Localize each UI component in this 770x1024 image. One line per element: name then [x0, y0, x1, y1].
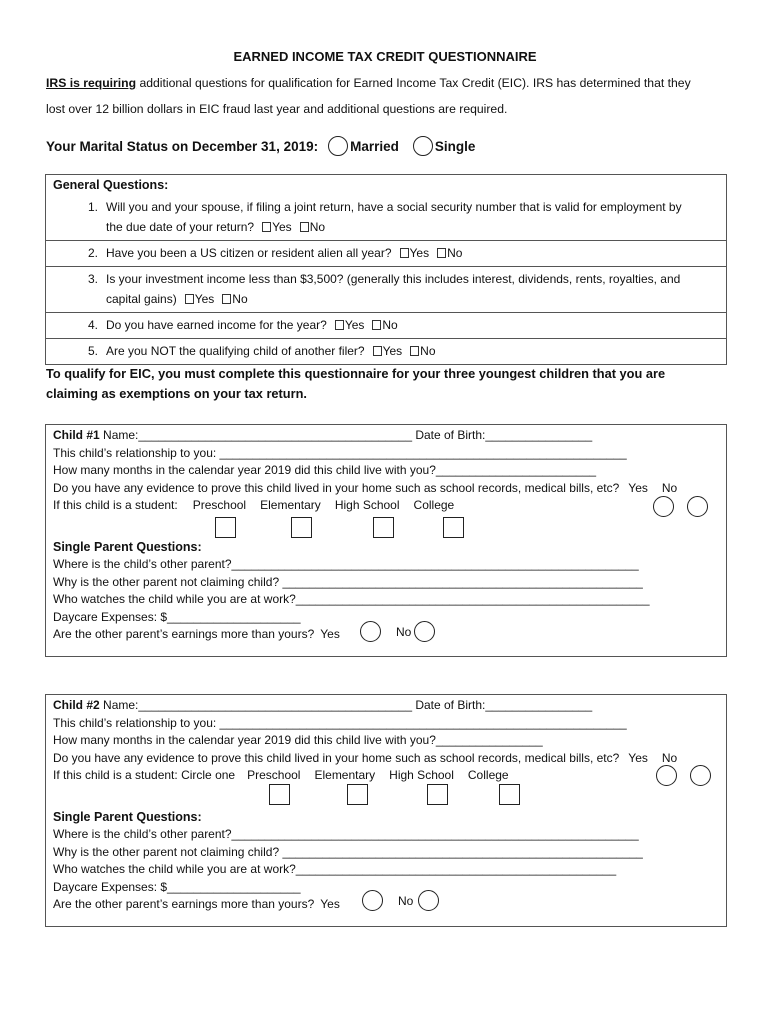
general-question-1	[46, 195, 726, 240]
q3-yes-checkbox[interactable]	[185, 294, 194, 304]
yes-label: Yes	[344, 318, 365, 332]
child-2-evidence-question: Do you have any evidence to prove this child lived in your home such as school records, medical bills, etc?	[53, 750, 620, 765]
child-1-evidence-yes-radio[interactable]	[653, 496, 674, 517]
no-label: No	[420, 344, 436, 358]
child-2-earnings-question: Are the other parent’s earnings more than yours?	[53, 897, 315, 911]
child-1-evidence-no-label: No	[661, 480, 678, 495]
intro-text-2: lost over 12 billion dollars in EIC fraud last year and additional questions are required.	[46, 102, 508, 116]
child-2-why-field[interactable]: Why is the other parent not claiming child? ______________________________________________________	[53, 844, 643, 859]
child-1-student-label: If this child is a student:	[53, 498, 178, 512]
qualify-instructions	[46, 364, 726, 404]
question-number: 1.	[87, 200, 98, 214]
child-2-preschool-checkbox[interactable]	[269, 784, 290, 805]
student-highschool-label: High School	[334, 498, 400, 512]
q4-yes-checkbox[interactable]	[335, 320, 344, 330]
child-1-months-field[interactable]: How many months in the calendar year 2019 did this child live with you?________________________	[53, 463, 597, 477]
student-elementary-label: Elementary	[260, 498, 321, 512]
child-2-elementary-checkbox[interactable]	[347, 784, 368, 805]
q2-yes-checkbox[interactable]	[400, 248, 409, 258]
question-5-text: Are you NOT the qualifying child of another filer?	[106, 344, 365, 358]
child-1-evidence-yes-label: Yes	[628, 480, 648, 495]
student-college-label: College	[467, 768, 509, 782]
q5-no-checkbox[interactable]	[410, 346, 419, 356]
child-2-earnings-no-label: No	[398, 894, 414, 908]
general-question-2	[46, 240, 726, 266]
no-label: No	[382, 318, 398, 332]
child-2-evidence-yes-label: Yes	[628, 750, 648, 765]
general-questions-heading: General Questions:	[53, 178, 169, 192]
child-2-other-parent-field[interactable]: Where is the child’s other parent?_____________________________________________________________	[53, 827, 639, 841]
child-1-earnings-no-radio[interactable]	[414, 621, 435, 642]
marital-label: Your Marital Status on December 31, 2019:	[46, 138, 319, 154]
child-1-preschool-checkbox[interactable]	[215, 517, 236, 538]
q5-yes-checkbox[interactable]	[373, 346, 382, 356]
intro-lead: IRS is requiring	[46, 76, 137, 90]
question-3-text: Is your investment income less than $3,500? (generally this includes interest, dividends, rents, royalties, and	[106, 272, 681, 286]
general-question-3	[46, 266, 726, 312]
child-1-elementary-checkbox[interactable]	[291, 517, 312, 538]
q1-yes-checkbox[interactable]	[262, 222, 271, 232]
child-2-name-field[interactable]: Name:_________________________________________ Date of Birth:________________	[99, 698, 593, 712]
qualify-line-1: To qualify for EIC, you must complete this questionnaire for your three youngest children that you are	[46, 366, 666, 381]
yes-label: Yes	[409, 246, 430, 260]
child-2-relationship-field[interactable]: This child’s relationship to you: _____________________________________________________________	[53, 715, 627, 730]
child-1-daycare-field[interactable]: Daycare Expenses: $____________________	[53, 609, 301, 624]
question-2-text: Have you been a US citizen or resident alien all year?	[106, 246, 392, 260]
question-number: 3.	[87, 272, 98, 286]
no-label: No	[232, 292, 248, 306]
intro-text-1: additional questions for qualification for Earned Income Tax Credit (EIC). IRS has determined that they	[136, 76, 691, 90]
child-1-relationship-field[interactable]: This child’s relationship to you: _____________________________________________________________	[53, 445, 627, 460]
child-2-earnings-no-radio[interactable]	[418, 890, 439, 911]
single-label: Single	[434, 138, 476, 154]
child-1-other-parent-field[interactable]: Where is the child’s other parent?_____________________________________________________________	[53, 557, 639, 571]
child-2-earnings-yes-label: Yes	[320, 897, 340, 911]
q2-no-checkbox[interactable]	[437, 248, 446, 258]
marital-status	[46, 136, 475, 156]
child-2-evidence-no-label: No	[661, 750, 678, 765]
child-2-daycare-field[interactable]: Daycare Expenses: $____________________	[53, 879, 301, 894]
general-question-4	[46, 312, 726, 338]
child-1-college-checkbox[interactable]	[443, 517, 464, 538]
intro-text	[46, 70, 736, 122]
child-1-evidence-no-radio[interactable]	[687, 496, 708, 517]
child-1-evidence-question: Do you have any evidence to prove this child lived in your home such as school records, medical bills, etc?	[53, 480, 620, 495]
no-label: No	[309, 220, 326, 234]
yes-label: Yes	[194, 292, 215, 306]
child-1-highschool-checkbox[interactable]	[373, 517, 394, 538]
child-2-highschool-checkbox[interactable]	[427, 784, 448, 805]
child-2-single-parent-heading: Single Parent Questions:	[53, 809, 202, 824]
no-label: No	[447, 246, 463, 260]
child-2-section	[45, 694, 727, 927]
question-number: 4.	[87, 318, 98, 332]
question-3-text-b: capital gains)	[106, 292, 177, 306]
child-2-watches-field[interactable]: Who watches the child while you are at work?________________________________________________	[53, 862, 617, 876]
q3-no-checkbox[interactable]	[222, 294, 231, 304]
married-label: Married	[350, 138, 399, 154]
single-radio[interactable]	[413, 136, 433, 156]
child-1-name-field[interactable]: Name:_________________________________________ Date of Birth:________________	[99, 428, 593, 442]
child-1-watches-field[interactable]: Who watches the child while you are at work?_____________________________________________________	[53, 592, 650, 606]
yes-label: Yes	[382, 344, 403, 358]
question-number: 2.	[87, 246, 98, 260]
child-1-earnings-yes-radio[interactable]	[360, 621, 381, 642]
question-1-text: Will you and your spouse, if filing a joint return, have a social security number that is valid for employment by	[106, 200, 682, 214]
child-2-label: Child #2	[53, 698, 100, 712]
child-1-single-parent-heading: Single Parent Questions:	[53, 539, 202, 554]
child-1-earnings-no-label: No	[396, 625, 412, 639]
child-2-earnings-yes-radio[interactable]	[362, 890, 383, 911]
student-college-label: College	[413, 498, 455, 512]
student-highschool-label: High School	[389, 768, 454, 782]
general-question-5	[46, 338, 726, 364]
child-1-earnings-question: Are the other parent’s earnings more than yours?	[53, 627, 315, 641]
child-1-earnings-yes-label: Yes	[320, 627, 340, 641]
child-1-why-field[interactable]: Why is the other parent not claiming child? ______________________________________________________	[53, 574, 643, 589]
yes-label: Yes	[272, 220, 292, 234]
student-preschool-label: Preschool	[247, 768, 301, 782]
q4-no-checkbox[interactable]	[372, 320, 381, 330]
qualify-line-2: claiming as exemptions on your tax return.	[46, 386, 307, 401]
child-1-section	[45, 424, 727, 657]
question-number: 5.	[87, 344, 98, 358]
married-radio[interactable]	[328, 136, 348, 156]
page-title: EARNED INCOME TAX CREDIT QUESTIONNAIRE	[233, 49, 537, 64]
general-questions-box	[45, 174, 727, 365]
child-2-evidence-no-radio[interactable]	[690, 765, 711, 786]
child-2-months-field[interactable]: How many months in the calendar year 2019 did this child live with you?________________	[53, 733, 543, 747]
child-1-label: Child #1	[53, 428, 100, 442]
child-2-evidence-yes-radio[interactable]	[656, 765, 677, 786]
question-1-text-b: the due date of your return?	[106, 220, 255, 234]
child-2-student-label: If this child is a student: Circle one	[53, 768, 236, 782]
student-elementary-label: Elementary	[314, 768, 376, 782]
question-4-text: Do you have earned income for the year?	[106, 318, 327, 332]
child-2-college-checkbox[interactable]	[499, 784, 520, 805]
student-preschool-label: Preschool	[192, 498, 247, 512]
q1-no-checkbox[interactable]	[300, 222, 309, 232]
